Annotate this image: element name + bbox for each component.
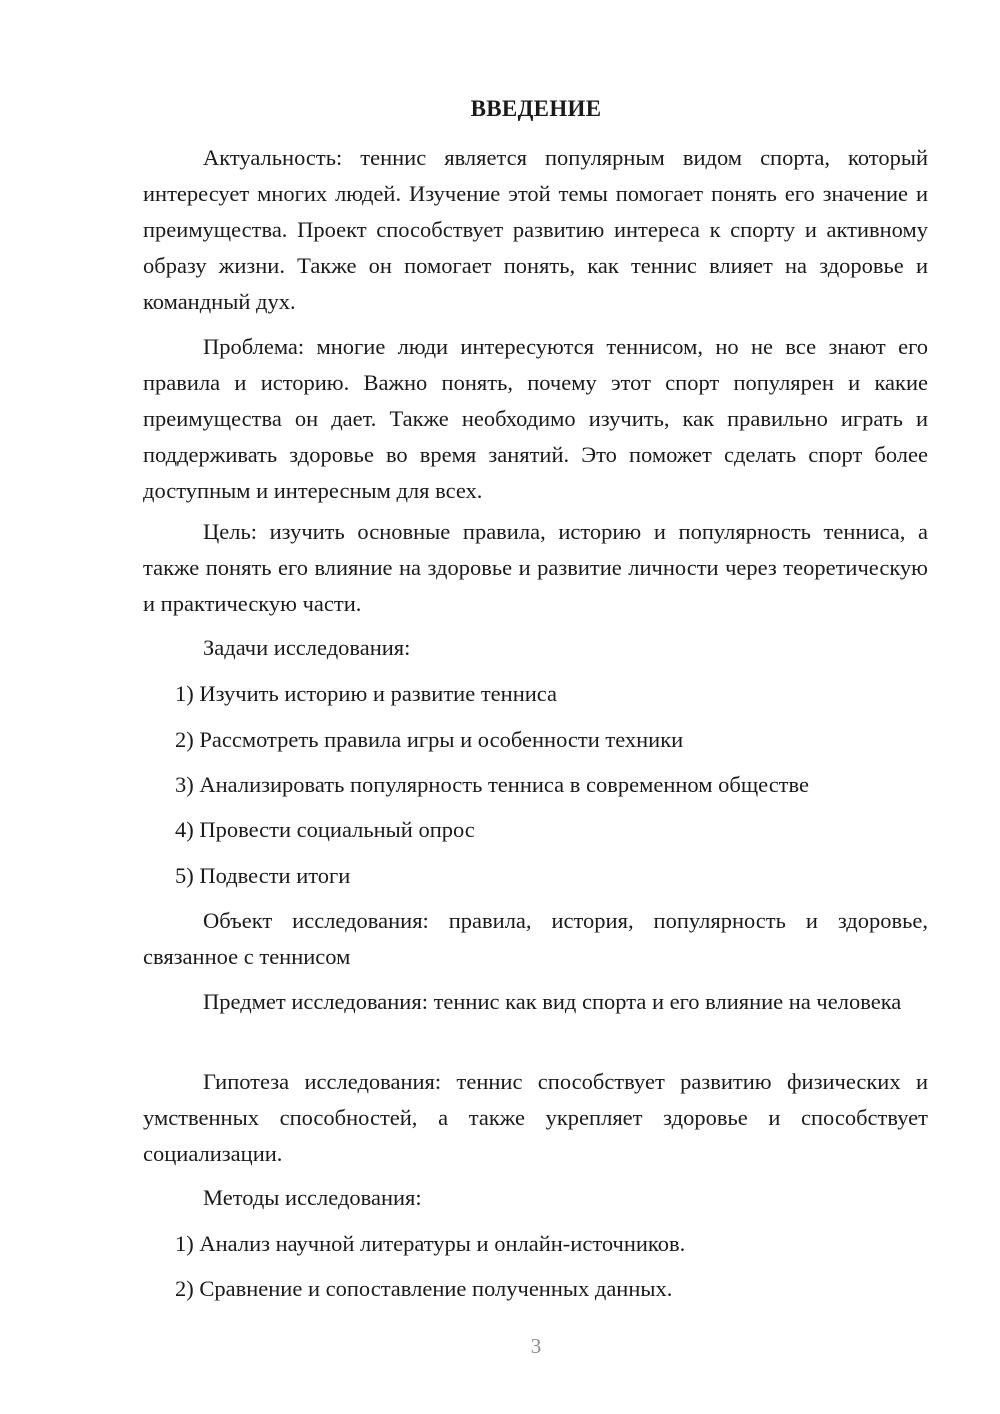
task-item: 1) Изучить историю и развитие тенниса [175,681,558,706]
object-paragraph: Объект исследования: правила, история, популярность и здоровье, связанное с теннисом [143,908,928,969]
methods-heading: Методы исследования: [203,1185,422,1210]
hypothesis-paragraph: Гипотеза исследования: теннис способствует развитию физических и умственных способностей, а также укрепляет здоровье и способствует социализации. [143,1069,928,1166]
task-item: 5) Подвести итоги [175,863,351,888]
problem-paragraph: Проблема: многие люди интересуются теннисом, но не все знают его правила и историю. Важно понять, почему этот спорт популярен и какие преимущества он дает. Также необходимо изучить, как правильно играть и поддерживать здоровье во время занятий. Это поможет сделать спорт более доступным и интересным для всех. [143,334,928,503]
task-item: 4) Провести социальный опрос [175,817,475,842]
task-item: 2) Рассмотреть правила игры и особенности техники [175,727,684,752]
method-item: 2) Сравнение и сопоставление полученных данных. [175,1276,673,1301]
subject-paragraph: Предмет исследования: теннис как вид спорта и его влияние на человека [203,989,902,1014]
goal-paragraph: Цель: изучить основные правила, историю и популярность тенниса, а также понять его влияние на здоровье и развитие личности через теоретическую и практическую части. [143,519,928,616]
tasks-heading: Задачи исследования: [203,635,411,660]
relevance-paragraph: Актуальность: теннис является популярным видом спорта, который интересует многих людей. Изучение этой темы помогает понять его значение и преимущества. Проект способствует развитию интереса к спорту и активному образу жизни. Также он помогает понять, как теннис влияет на здоровье и командный дух. [143,145,928,314]
task-item: 3) Анализировать популярность тенниса в современном обществе [175,772,809,797]
page-number: 3 [530,1334,542,1358]
method-item: 1) Анализ научной литературы и онлайн-источников. [175,1231,686,1256]
page-title: ВВЕДЕНИЕ [470,96,602,121]
